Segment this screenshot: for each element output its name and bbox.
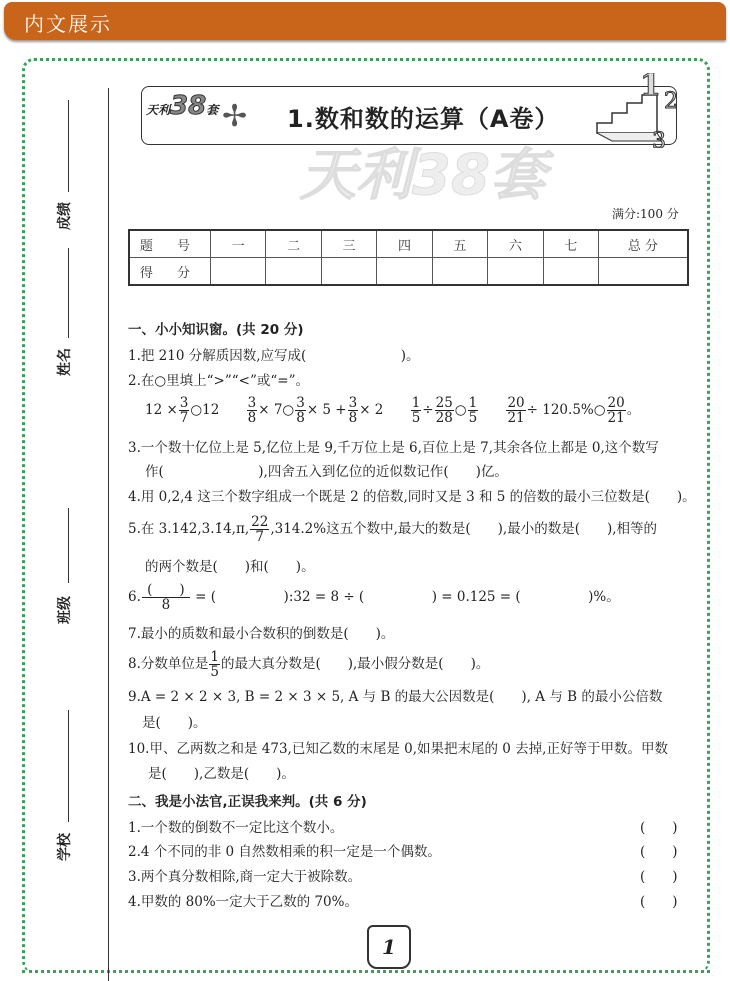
question-3-cont: 作( ),四舍五入到亿位的近似数记作( )亿。: [145, 464, 508, 480]
judge-item-4: 4.甲数的 80%一定大于乙数的 70%。: [128, 894, 358, 910]
question-10-cont: 是( ),乙数是( )。: [148, 766, 295, 782]
school-label: 学校: [57, 833, 73, 861]
judge-item-2: 2.4 个不同的非 0 自然数相乘的积一定是一个偶数。: [128, 844, 441, 860]
stairs-numbers-icon: [592, 73, 682, 148]
page-number: 1: [367, 925, 411, 969]
table-row: 得 分: [129, 258, 688, 286]
score-table: [128, 229, 689, 286]
banner: [4, 2, 726, 40]
page-title: 1.数和数的运算（A卷）: [287, 105, 560, 133]
question-6: 6. ( ) 8 = ( ):32 = 8 ÷ ( ) = 0.125 = ( )%。: [128, 582, 620, 613]
windmill-icon: ✢: [222, 99, 248, 134]
question-4: 4.用 0,2,4 这三个数字组成一个既是 2 的倍数,同时又是 3 和 5 的倍数的最小三位数是( )。: [128, 489, 696, 505]
question-5-cont: 的两个数是( )和( )。: [145, 559, 315, 575]
name-label: 姓名: [57, 348, 73, 376]
table-row: 题 号 一 二 三 四 五 六 七 总 分: [129, 230, 688, 258]
svg-text:2: 2: [664, 89, 678, 114]
dotted-frame-bottom: [22, 970, 710, 973]
banner-label: 内文展示: [24, 12, 112, 36]
svg-text:3: 3: [652, 129, 666, 148]
question-9-cont: 是( )。: [142, 715, 207, 731]
answer-paren-3[interactable]: ( ): [640, 869, 678, 885]
answer-paren-4[interactable]: ( ): [640, 894, 678, 910]
svg-text:1: 1: [640, 73, 661, 103]
full-mark: 满分:100 分: [612, 207, 679, 221]
binding-line: [108, 88, 109, 981]
grade-label: 成绩: [57, 202, 73, 230]
judge-item-1: 1.一个数的倒数不一定比这个数小。: [128, 820, 344, 836]
question-5: 5.在 3.142,3.1̇4̇,π, $\frac{22}{7}$ ,314.2%这五个数中,最大的数是( ),最小的数是( ),相等的: [128, 514, 658, 545]
section1-heading: 一、小小知识窗。(共 20 分): [128, 322, 304, 338]
question-7: 7.最小的质数和最小合数积的倒数是( )。: [128, 626, 395, 642]
class-label: 班级: [57, 596, 73, 624]
brand-logo: 天利38套: [146, 91, 219, 121]
watermark: 天利38套: [300, 143, 546, 208]
answer-paren-1[interactable]: ( ): [640, 820, 678, 836]
title-box: [141, 73, 678, 148]
question-3: 3.一个数十亿位上是 5,亿位上是 9,千万位上是 6,百位上是 7,其余各位上都是 0,这个数写: [128, 440, 659, 456]
question-8: 8.分数单位是 $\frac{1}{5}$ 的最大真分数是( ),最小假分数是( )。: [128, 649, 490, 680]
judge-item-3: 3.两个真分数相除,商一定大于被除数。: [128, 869, 362, 885]
question-9: 9.A = 2 × 2 × 3, B = 2 × 3 × 5, A 与 B 的最大公因数是( ), A 与 B 的最小公倍数: [128, 689, 663, 705]
question-2: 2.在○里填上“>”“<”或“=”。: [128, 373, 310, 389]
question-2-expressions: 12 × $\frac{3}{7}$ ○12 $\frac{3}{8}$ × 7○ $\frac{3}{8}$ × 5 + $\frac{3}{8}$ × 2 $\frac{1}{5}$ ÷ $\frac{25}{28}$ ○ $\frac{1}{5}$ $\frac{20}{21}$ ÷ 120.5%○ $\frac{20}{21}$ 。: [145, 395, 641, 426]
section2-heading: 二、我是小法官,正误我来判。(共 6 分): [128, 794, 367, 810]
question-1: 1.把 210 分解质因数,应写成( )。: [128, 348, 420, 364]
answer-paren-2[interactable]: ( ): [640, 844, 678, 860]
question-10: 10.甲、乙两数之和是 473,已知乙数的末尾是 0,如果把末尾的 0 去掉,正好等于甲数。甲数: [128, 741, 668, 757]
